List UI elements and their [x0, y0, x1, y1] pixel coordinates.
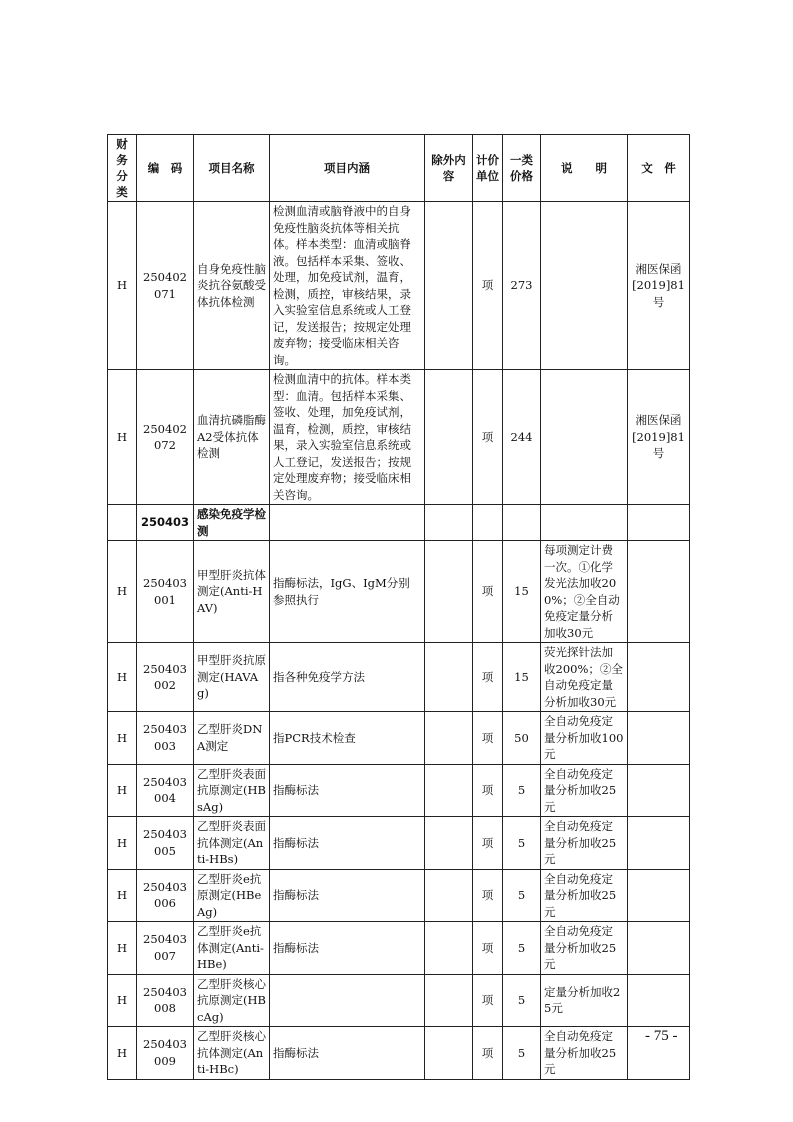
- cell-unit: 项: [473, 764, 503, 817]
- cell-name: 自身免疫性脑炎抗谷氨酸受体抗体检测: [194, 202, 270, 370]
- cell-exclude: [425, 505, 473, 541]
- cell-unit: 项: [473, 712, 503, 765]
- cell-price: 244: [503, 370, 541, 505]
- header-name: 项目名称: [194, 135, 270, 202]
- cell-file: [628, 541, 690, 643]
- cell-content: 指PCR技术检查: [270, 712, 425, 765]
- cell-note: 全自动免疫定量分析加收25元: [541, 869, 628, 922]
- cell-file: [628, 817, 690, 870]
- cell-price: [503, 505, 541, 541]
- cell-price: 273: [503, 202, 541, 370]
- cell-price: 50: [503, 712, 541, 765]
- table-row: [108, 1027, 690, 1080]
- cell-code: 250403005: [137, 817, 194, 870]
- table-row: [108, 643, 690, 712]
- section-code: 250403: [137, 505, 194, 541]
- cell-file: [628, 712, 690, 765]
- cell-code: 250403007: [137, 922, 194, 975]
- cell-file: [628, 922, 690, 975]
- cell-category: H: [108, 643, 137, 712]
- cell-price: 15: [503, 541, 541, 643]
- cell-exclude: [425, 370, 473, 505]
- cell-price: 5: [503, 817, 541, 870]
- cell-note: 每项测定计费一次。①化学发光法加收200%；②全自动免疫定量分析加收30元: [541, 541, 628, 643]
- cell-name: 乙型肝炎表面抗原测定(HBsAg): [194, 764, 270, 817]
- table-row: [108, 541, 690, 643]
- section-name: 感染免疫学检测: [194, 505, 270, 541]
- cell-note: 荧光探针法加收200%；②全自动免疫定量分析加收30元: [541, 643, 628, 712]
- cell-name: 甲型肝炎抗体测定(Anti-HAV): [194, 541, 270, 643]
- cell-content: 指酶标法，IgG、IgM分别参照执行: [270, 541, 425, 643]
- cell-file: 湘医保函[2019]81号: [628, 202, 690, 370]
- cell-note: [541, 505, 628, 541]
- section-row: [108, 505, 690, 541]
- cell-exclude: [425, 643, 473, 712]
- cell-code: 250403001: [137, 541, 194, 643]
- cell-price: 15: [503, 643, 541, 712]
- cell-content: 指酶标法: [270, 922, 425, 975]
- header-price: 一类价格: [503, 135, 541, 202]
- cell-price: 5: [503, 974, 541, 1027]
- cell-code: 250403002: [137, 643, 194, 712]
- cell-note: 全自动免疫定量分析加收25元: [541, 1027, 628, 1080]
- cell-category: H: [108, 764, 137, 817]
- cell-file: [628, 505, 690, 541]
- cell-category: H: [108, 922, 137, 975]
- cell-code: 250403004: [137, 764, 194, 817]
- cell-content: 检测血清中的抗体。样本类型：血清。包括样本采集、签收、处理，加免疫试剂，温育，检测，质控，审核结果，录入实验室信息系统或人工登记，发送报告；按规定处理废弃物；接受临床相关咨询。: [270, 370, 425, 505]
- table-header-row: [108, 135, 690, 202]
- cell-category: [108, 505, 137, 541]
- header-unit: 计价单位: [473, 135, 503, 202]
- header-code: 编 码: [137, 135, 194, 202]
- cell-code: 250403006: [137, 869, 194, 922]
- cell-exclude: [425, 922, 473, 975]
- table-row: [108, 712, 690, 765]
- cell-unit: 项: [473, 202, 503, 370]
- table-row: [108, 974, 690, 1027]
- header-category: 财务分类: [108, 135, 137, 202]
- cell-unit: 项: [473, 974, 503, 1027]
- cell-category: H: [108, 202, 137, 370]
- cell-note: 全自动免疫定量分析加收25元: [541, 922, 628, 975]
- cell-content: 指各种免疫学方法: [270, 643, 425, 712]
- cell-price: 5: [503, 869, 541, 922]
- cell-unit: 项: [473, 817, 503, 870]
- cell-content: 指酶标法: [270, 817, 425, 870]
- cell-unit: 项: [473, 1027, 503, 1080]
- cell-file: [628, 974, 690, 1027]
- cell-category: H: [108, 370, 137, 505]
- cell-content: 指酶标法: [270, 1027, 425, 1080]
- cell-note: [541, 370, 628, 505]
- header-content: 项目内涵: [270, 135, 425, 202]
- cell-note: 定量分析加收25元: [541, 974, 628, 1027]
- cell-category: H: [108, 869, 137, 922]
- cell-note: [541, 202, 628, 370]
- cell-price: 5: [503, 764, 541, 817]
- table-row: [108, 764, 690, 817]
- cell-category: H: [108, 817, 137, 870]
- cell-note: 全自动免疫定量分析加收100元: [541, 712, 628, 765]
- cell-name: 血清抗磷脂酶A2受体抗体检测: [194, 370, 270, 505]
- header-exclude: 除外内容: [425, 135, 473, 202]
- header-note: 说 明: [541, 135, 628, 202]
- table-row: [108, 922, 690, 975]
- cell-category: H: [108, 541, 137, 643]
- table-row: [108, 370, 690, 505]
- table-row: [108, 869, 690, 922]
- cell-name: 乙型肝炎e抗体测定(Anti-HBe): [194, 922, 270, 975]
- cell-code: 250403009: [137, 1027, 194, 1080]
- cell-exclude: [425, 541, 473, 643]
- cell-file: [628, 869, 690, 922]
- table-row: [108, 817, 690, 870]
- cell-exclude: [425, 1027, 473, 1080]
- table-row: [108, 202, 690, 370]
- cell-exclude: [425, 202, 473, 370]
- cell-unit: 项: [473, 922, 503, 975]
- cell-exclude: [425, 712, 473, 765]
- cell-name: 乙型肝炎e抗原测定(HBeAg): [194, 869, 270, 922]
- cell-content: [270, 974, 425, 1027]
- cell-file: [628, 643, 690, 712]
- cell-content: [270, 505, 425, 541]
- cell-category: H: [108, 974, 137, 1027]
- pricing-table: [107, 134, 690, 1080]
- cell-unit: 项: [473, 541, 503, 643]
- cell-exclude: [425, 869, 473, 922]
- cell-note: 全自动免疫定量分析加收25元: [541, 817, 628, 870]
- cell-name: 乙型肝炎DNA测定: [194, 712, 270, 765]
- cell-code: 250403003: [137, 712, 194, 765]
- cell-content: 指酶标法: [270, 869, 425, 922]
- cell-content: 检测血清或脑脊液中的自身免疫性脑炎抗体等相关抗体。样本类型：血清或脑脊液。包括样本采集、签收、处理，加免疫试剂，温育，检测，质控，审核结果，录入实验室信息系统或人工登记，发送报告；按规定处理废弃物；接受临床相关咨询。: [270, 202, 425, 370]
- cell-category: H: [108, 712, 137, 765]
- cell-exclude: [425, 817, 473, 870]
- page-number: - 75 -: [645, 1028, 678, 1044]
- cell-code: 250402072: [137, 370, 194, 505]
- cell-price: 5: [503, 922, 541, 975]
- cell-content: 指酶标法: [270, 764, 425, 817]
- cell-category: H: [108, 1027, 137, 1080]
- cell-unit: [473, 505, 503, 541]
- cell-name: 甲型肝炎抗原测定(HAVAg): [194, 643, 270, 712]
- cell-exclude: [425, 974, 473, 1027]
- cell-unit: 项: [473, 869, 503, 922]
- cell-price: 5: [503, 1027, 541, 1080]
- cell-name: 乙型肝炎核心抗原测定(HBcAg): [194, 974, 270, 1027]
- header-file: 文 件: [628, 135, 690, 202]
- cell-unit: 项: [473, 370, 503, 505]
- cell-file: 湘医保函[2019]81号: [628, 370, 690, 505]
- cell-note: 全自动免疫定量分析加收25元: [541, 764, 628, 817]
- cell-file: [628, 764, 690, 817]
- cell-code: 250403008: [137, 974, 194, 1027]
- cell-unit: 项: [473, 643, 503, 712]
- cell-name: 乙型肝炎表面抗体测定(Anti-HBs): [194, 817, 270, 870]
- cell-code: 250402071: [137, 202, 194, 370]
- cell-name: 乙型肝炎核心抗体测定(Anti-HBc): [194, 1027, 270, 1080]
- cell-exclude: [425, 764, 473, 817]
